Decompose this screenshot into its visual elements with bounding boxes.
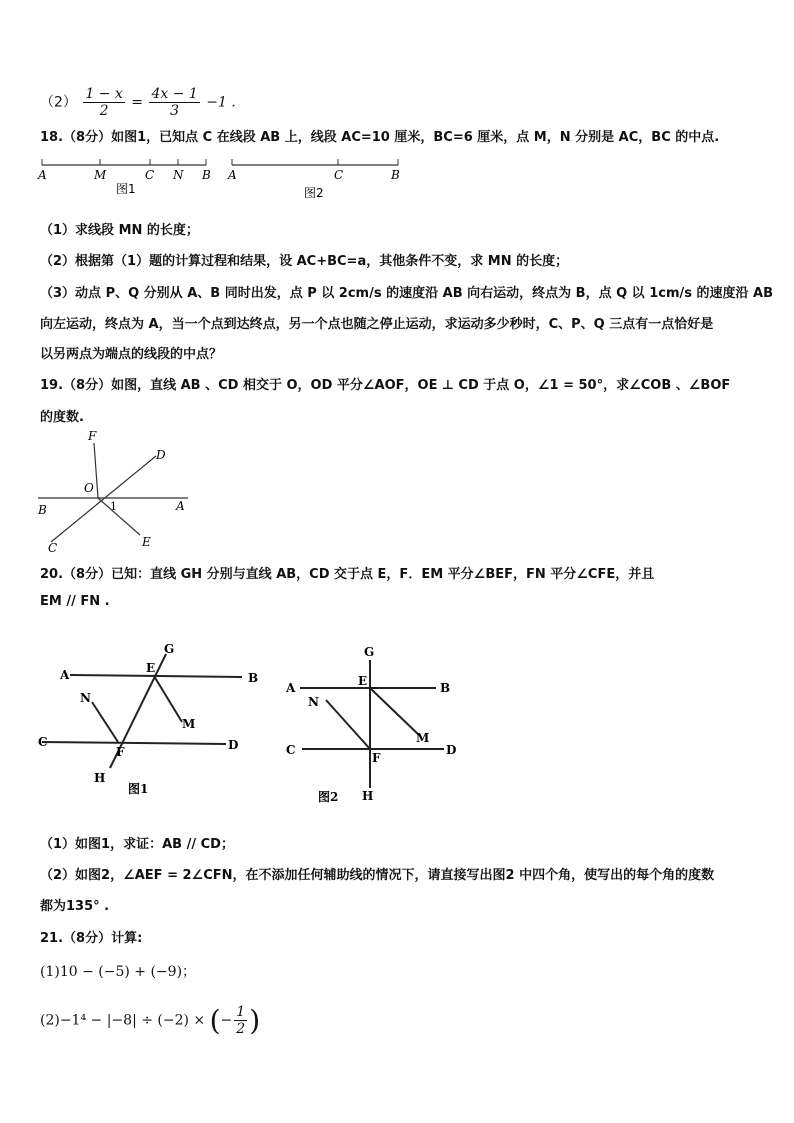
- q18-figures: [36, 150, 406, 202]
- fig2-label-C: C: [334, 168, 344, 182]
- equals-sign: =: [131, 94, 143, 111]
- q20-fig2-A: A: [286, 681, 296, 695]
- q20-fig1-caption: 图1: [128, 782, 149, 796]
- equation-tail: −1 .: [206, 94, 236, 111]
- q20-fig1-A: A: [60, 668, 70, 682]
- q20-fig2-E: E: [358, 674, 368, 688]
- fraction-2: [149, 86, 199, 119]
- q20-part2-line2: 都为135° .: [40, 899, 110, 914]
- q20-fig2-B: B: [440, 681, 451, 695]
- q20-fig2: [300, 660, 444, 788]
- q20-fig2-N: N: [308, 695, 319, 709]
- q21-expr2: (2)−1⁴ − |−8| ÷ (−2) × (− $\frac{1}{2}$ ): [40, 1004, 261, 1037]
- q20-part1: （1）如图1，求证：AB // CD；: [40, 837, 234, 852]
- q20-fig2-G: G: [364, 645, 375, 659]
- q19-stem-line1: 19.（8分）如图，直线 AB 、CD 相交于 O，OD 平分∠AOF，OE ⊥ CD 于点 O，∠1 = 50°，求∠COB 、∠BOF: [40, 378, 731, 393]
- fraction-1-denominator: 2: [99, 103, 109, 119]
- q20-stem-line2: EM // FN .: [40, 594, 110, 609]
- q19-figure: [36, 428, 196, 558]
- q17-part2: [40, 86, 236, 119]
- q18-part3-line1: （3）动点 P、Q 分别从 A、B 同时出发，点 P 以 2cm/s 的速度沿 AB 向右运动，终点为 B，点 Q 以 1cm/s 的速度沿 AB: [40, 286, 774, 301]
- fraction-1-numerator: 1 − x: [85, 86, 123, 102]
- q21-expr2-denominator: 2: [236, 1021, 246, 1037]
- q20-fig1-B: B: [248, 671, 259, 685]
- q20-fig2-C: C: [286, 743, 296, 757]
- fig1-label-A: A: [38, 168, 47, 182]
- q20-fig1-M: M: [182, 717, 196, 731]
- q17-part2-label: （2）: [40, 94, 77, 111]
- q21-expr2-numerator: 1: [236, 1004, 246, 1020]
- q20-fig1-E: E: [146, 661, 156, 675]
- q18-part3-line3: 以另两点为端点的线段的中点？: [40, 347, 223, 362]
- fig1-label-M: M: [94, 168, 107, 182]
- fig1-label-C: C: [145, 168, 155, 182]
- q20-fig1-F: F: [116, 745, 125, 759]
- fraction-2-numerator: 4x − 1: [151, 86, 198, 102]
- q20-fig2-caption: 图2: [318, 790, 339, 804]
- q18-stem: 18.（8分）如图1，已知点 C 在线段 AB 上，线段 AC=10 厘米，BC=6 厘米，点 M，N 分别是 AC，BC 的中点.: [40, 130, 720, 145]
- q20-fig1-H: H: [94, 771, 106, 785]
- q20-part2-line1: （2）如图2，∠AEF = 2∠CFN，在不添加任何辅助线的情况下，请直接写出图2 中四个角，使写出的每个角的度数: [40, 868, 715, 883]
- q19-label-A: A: [176, 499, 185, 513]
- q21-expr2-fraction: [234, 1004, 247, 1037]
- q19-label-D: D: [156, 448, 166, 462]
- q19-label-E: E: [142, 535, 151, 549]
- q19-label-O: O: [84, 481, 94, 495]
- q19-label-B: B: [38, 503, 47, 517]
- q21-stem: 21.（8分）计算:: [40, 931, 143, 946]
- fig2-label-A: A: [228, 168, 237, 182]
- q20-figures: [36, 638, 476, 810]
- q18-fig2: [227, 159, 400, 200]
- q19-label-F: F: [88, 429, 97, 443]
- q20-fig1-C: C: [38, 735, 48, 749]
- q21-expr2-sign: −: [220, 1012, 233, 1029]
- q20-fig1-G: G: [164, 642, 175, 656]
- q20-fig2-F: F: [372, 751, 381, 765]
- fig2-caption: 图2: [304, 186, 324, 200]
- fraction-1: [83, 86, 124, 119]
- fig1-label-B: B: [202, 168, 211, 182]
- q19-label-C: C: [48, 541, 58, 555]
- q20-fig1: [42, 654, 242, 768]
- q19-stem-line2: 的度数.: [40, 410, 84, 425]
- q18-part1: （1）求线段 MN 的长度；: [40, 223, 199, 238]
- q20-fig1-D: D: [228, 738, 239, 752]
- q18-part3-line2: 向左运动，终点为 A，当一个点到达终点，另一个点也随之停止运动，求运动多少秒时，C、P、Q 三点有一点恰好是: [40, 317, 714, 332]
- q20-fig2-H: H: [362, 789, 374, 803]
- fig1-label-N: N: [173, 168, 184, 182]
- q20-fig2-D: D: [446, 743, 457, 757]
- q20-fig2-M: M: [416, 731, 430, 745]
- q20-stem-line1: 20.（8分）已知：直线 GH 分别与直线 AB，CD 交于点 E，F．EM 平分∠BEF，FN 平分∠CFE，并且: [40, 567, 655, 582]
- q19-label-angle1: 1: [110, 500, 117, 513]
- q18-fig1: [37, 159, 211, 196]
- q21-expr1: (1)10 − (−5) + (−9)；: [40, 964, 197, 980]
- q20-fig1-N: N: [80, 691, 91, 705]
- fig1-caption: 图1: [116, 182, 136, 196]
- q18-part2: （2）根据第（1）题的计算过程和结果，设 AC+BC=a，其他条件不变，求 MN 的长度；: [40, 254, 569, 269]
- q21-expr2-body: (2)−1⁴ − |−8| ÷ (−2) ×: [40, 1012, 210, 1029]
- fraction-2-denominator: 3: [170, 103, 180, 119]
- fig2-label-B: B: [391, 168, 400, 182]
